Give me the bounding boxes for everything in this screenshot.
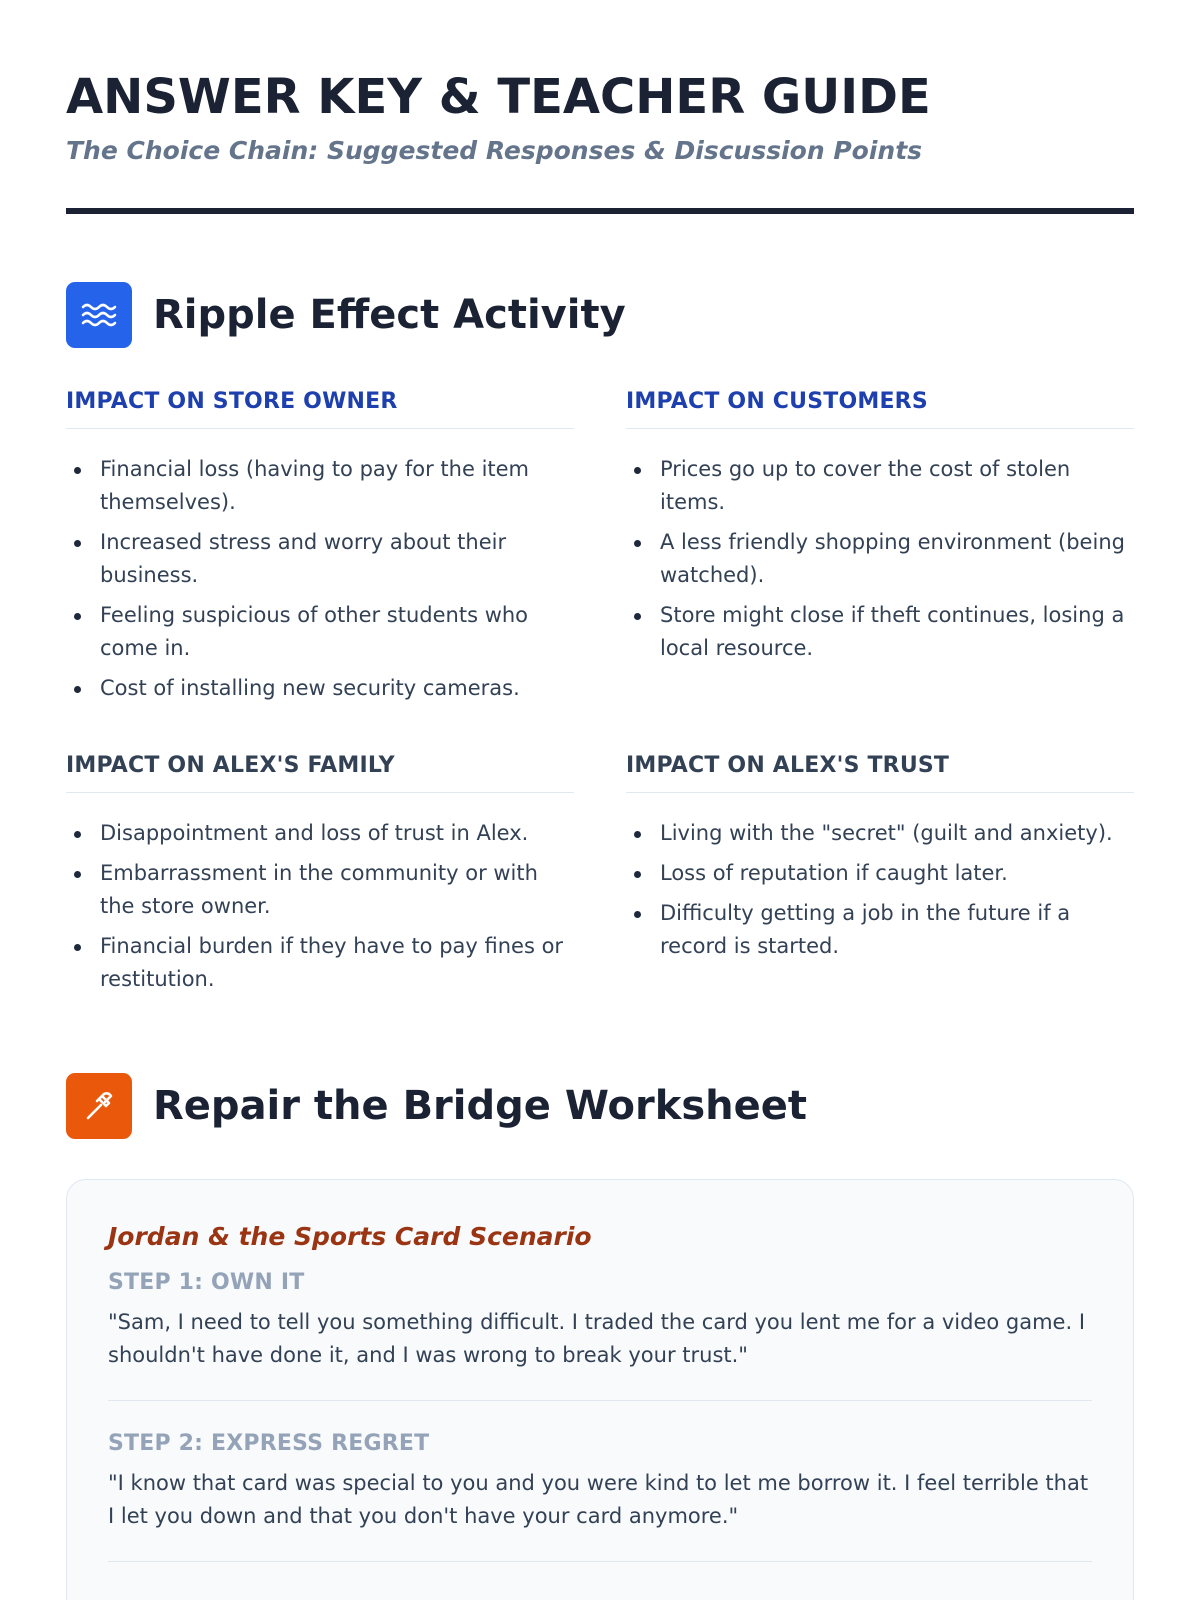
scenario-card <box>66 1179 1134 1600</box>
ripple-section-header <box>66 282 1134 348</box>
list-item: Disappointment and loss of trust in Alex. <box>66 817 574 850</box>
list-item: Increased stress and worry about their business. <box>66 526 574 592</box>
list-item: Feeling suspicious of other students who come in. <box>66 599 574 665</box>
ripple-grid-bottom <box>66 752 1134 1003</box>
page-title: ANSWER KEY & TEACHER GUIDE <box>66 69 931 125</box>
customers-list <box>626 453 1134 665</box>
step-label: STEP 1: OWN IT <box>108 1270 305 1295</box>
family-list <box>66 817 574 996</box>
waves-icon <box>66 282 132 348</box>
store-owner-list <box>66 453 574 705</box>
customers-heading: IMPACT ON CUSTOMERS <box>626 388 1134 429</box>
list-item: Financial burden if they have to pay fines or restitution. <box>66 930 574 996</box>
scenario-title: Jordan & the Sports Card Scenario <box>108 1222 592 1251</box>
family-heading: IMPACT ON ALEX'S FAMILY <box>66 752 574 793</box>
list-item: Embarrassment in the community or with the store owner. <box>66 857 574 923</box>
repair-section-header <box>66 1073 1134 1139</box>
trust-list <box>626 817 1134 963</box>
step-block <box>108 1268 1092 1401</box>
store-owner-heading: IMPACT ON STORE OWNER <box>66 388 574 429</box>
step-label: STEP 2: EXPRESS REGRET <box>108 1431 430 1456</box>
list-item: Cost of installing new security cameras. <box>66 672 574 705</box>
list-item: Living with the "secret" (guilt and anxiety). <box>626 817 1134 850</box>
ripple-section-title: Ripple Effect Activity <box>153 292 626 338</box>
title-divider <box>66 208 1134 214</box>
customers-column <box>626 388 1134 712</box>
step-block <box>108 1429 1092 1562</box>
list-item: A less friendly shopping environment (being watched). <box>626 526 1134 592</box>
list-item: Difficulty getting a job in the future if a record is started. <box>626 897 1134 963</box>
family-column <box>66 752 574 1003</box>
step-response: "Sam, I need to tell you something difficult. I traded the card you lent me for a video game. I shouldn't have done it, and I was wrong to break your trust." <box>108 1310 1086 1367</box>
ripple-grid-top <box>66 388 1134 712</box>
page-subtitle: The Choice Chain: Suggested Responses & Discussion Points <box>66 136 923 165</box>
list-item: Prices go up to cover the cost of stolen items. <box>626 453 1134 519</box>
list-item: Loss of reputation if caught later. <box>626 857 1134 890</box>
trust-column <box>626 752 1134 1003</box>
hammer-icon <box>66 1073 132 1139</box>
store-owner-column <box>66 388 574 712</box>
step-response: "I know that card was special to you and you were kind to let me borrow it. I feel terrible that I let you down and that you don't have your card anymore." <box>108 1471 1089 1528</box>
trust-heading: IMPACT ON ALEX'S TRUST <box>626 752 1134 793</box>
list-item: Store might close if theft continues, losing a local resource. <box>626 599 1134 665</box>
list-item: Financial loss (having to pay for the item themselves). <box>66 453 574 519</box>
repair-section-title: Repair the Bridge Worksheet <box>153 1083 807 1129</box>
